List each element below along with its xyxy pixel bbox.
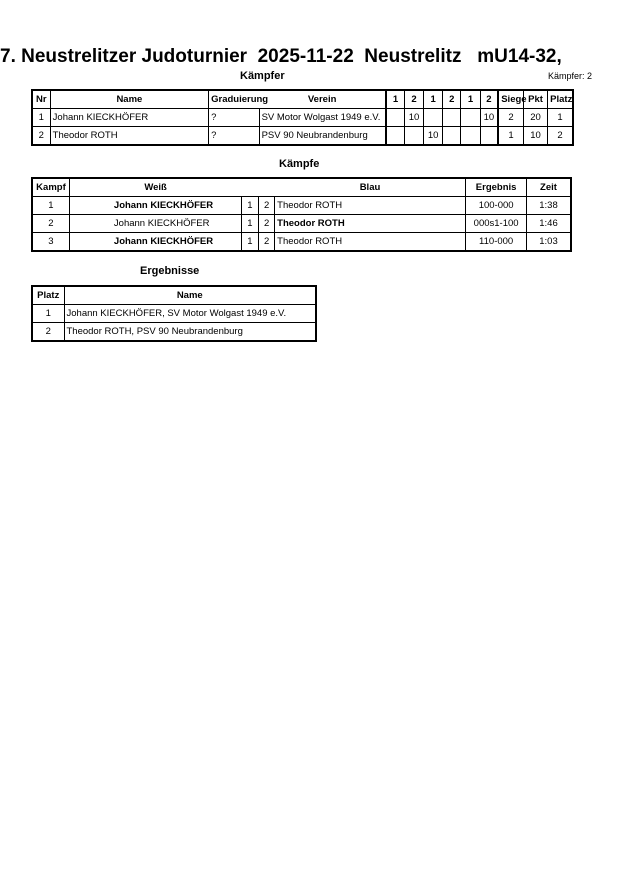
bout-white-fighter: Johann KIECKHÖFER (69, 197, 241, 215)
fighter-verein: SV Motor Wolgast 1949 e.V. (259, 109, 386, 127)
fighter-round-cell (443, 127, 461, 146)
bout-white-index: 1 (241, 215, 258, 233)
col-round-5: 1 (461, 90, 480, 109)
col-weiss: Weiß (69, 178, 241, 197)
fighter-round-cell: 10 (480, 109, 498, 127)
col-siege: Siege (498, 90, 523, 109)
fighter-row (32, 109, 573, 127)
fighter-pkt: 20 (523, 109, 547, 127)
result-name: Theodor ROTH, PSV 90 Neubrandenburg (64, 323, 316, 342)
col-platz: Platz (548, 90, 573, 109)
col-nr: Nr (32, 90, 50, 109)
fighter-round-cell (480, 127, 498, 146)
fighter-round-cell: 10 (404, 109, 423, 127)
fighter-round-cell (386, 109, 404, 127)
result-platz: 2 (32, 323, 64, 342)
col-name: Name (64, 286, 316, 305)
col-verein: Verein (259, 90, 386, 109)
bout-result: 000s1-100 (466, 215, 527, 233)
col-score-b (259, 178, 275, 197)
bout-number: 3 (32, 233, 69, 252)
bout-white-fighter: Johann KIECKHÖFER (69, 215, 241, 233)
results-table (31, 285, 317, 342)
bout-blue-fighter: Theodor ROTH (275, 233, 466, 252)
bout-row (32, 233, 571, 252)
fighter-row (32, 127, 573, 146)
result-platz: 1 (32, 305, 64, 323)
fighter-round-cell (386, 127, 404, 146)
fighter-round-cell (461, 127, 480, 146)
result-row (32, 305, 316, 323)
bout-result: 110-000 (466, 233, 527, 252)
bout-white-index: 1 (241, 233, 258, 252)
result-row (32, 323, 316, 342)
page-title: 7. Neustrelitzer Judoturnier 2025-11-22 Neustrelitz mU14-32, (0, 46, 562, 67)
fighters-table (31, 89, 574, 146)
results-section-title: Ergebnisse (140, 265, 200, 277)
fighter-nr: 2 (32, 127, 50, 146)
bouts-header-row (32, 178, 571, 197)
bout-row (32, 197, 571, 215)
fighter-nr: 1 (32, 109, 50, 127)
col-ergebnis: Ergebnis (466, 178, 527, 197)
fighter-platz: 2 (548, 127, 573, 146)
bout-blue-index: 2 (259, 233, 275, 252)
fighter-siege: 2 (498, 109, 523, 127)
fighters-section-title: Kämpfer (240, 70, 285, 82)
bout-number: 1 (32, 197, 69, 215)
fighter-verein: PSV 90 Neubrandenburg (259, 127, 386, 146)
col-graduierung: Graduierung (209, 90, 259, 109)
col-zeit: Zeit (526, 178, 571, 197)
col-round-1: 1 (386, 90, 404, 109)
col-blau: Blau (275, 178, 466, 197)
bout-blue-fighter: Theodor ROTH (275, 215, 466, 233)
fighter-graduierung: ? (209, 109, 259, 127)
bout-blue-fighter: Theodor ROTH (275, 197, 466, 215)
fighter-round-cell (404, 127, 423, 146)
bout-time: 1:46 (526, 215, 571, 233)
col-name: Name (50, 90, 208, 109)
col-kampf: Kampf (32, 178, 69, 197)
fighters-header-row (32, 90, 573, 109)
col-platz: Platz (32, 286, 64, 305)
col-pkt: Pkt (523, 90, 547, 109)
fighter-name: Johann KIECKHÖFER (50, 109, 208, 127)
col-score-a (241, 178, 258, 197)
bout-white-fighter: Johann KIECKHÖFER (69, 233, 241, 252)
bouts-table (31, 177, 572, 252)
fighter-round-cell (461, 109, 480, 127)
col-round-4: 2 (443, 90, 461, 109)
fighter-pkt: 10 (523, 127, 547, 146)
bout-number: 2 (32, 215, 69, 233)
result-name: Johann KIECKHÖFER, SV Motor Wolgast 1949 e.V. (64, 305, 316, 323)
col-round-6: 2 (480, 90, 498, 109)
fighter-count: Kämpfer: 2 (548, 71, 593, 81)
fighter-round-cell (424, 109, 443, 127)
bouts-section-title: Kämpfe (279, 158, 320, 170)
fighter-graduierung: ? (209, 127, 259, 146)
fighter-name: Theodor ROTH (50, 127, 208, 146)
fighter-platz: 1 (548, 109, 573, 127)
col-round-3: 1 (424, 90, 443, 109)
fighter-siege: 1 (498, 127, 523, 146)
bout-time: 1:03 (526, 233, 571, 252)
bout-time: 1:38 (526, 197, 571, 215)
bout-result: 100-000 (466, 197, 527, 215)
fighter-round-cell: 10 (424, 127, 443, 146)
bout-white-index: 1 (241, 197, 258, 215)
results-header-row (32, 286, 316, 305)
bout-row (32, 215, 571, 233)
fighter-round-cell (443, 109, 461, 127)
bout-blue-index: 2 (259, 197, 275, 215)
bout-blue-index: 2 (259, 215, 275, 233)
col-round-2: 2 (404, 90, 423, 109)
